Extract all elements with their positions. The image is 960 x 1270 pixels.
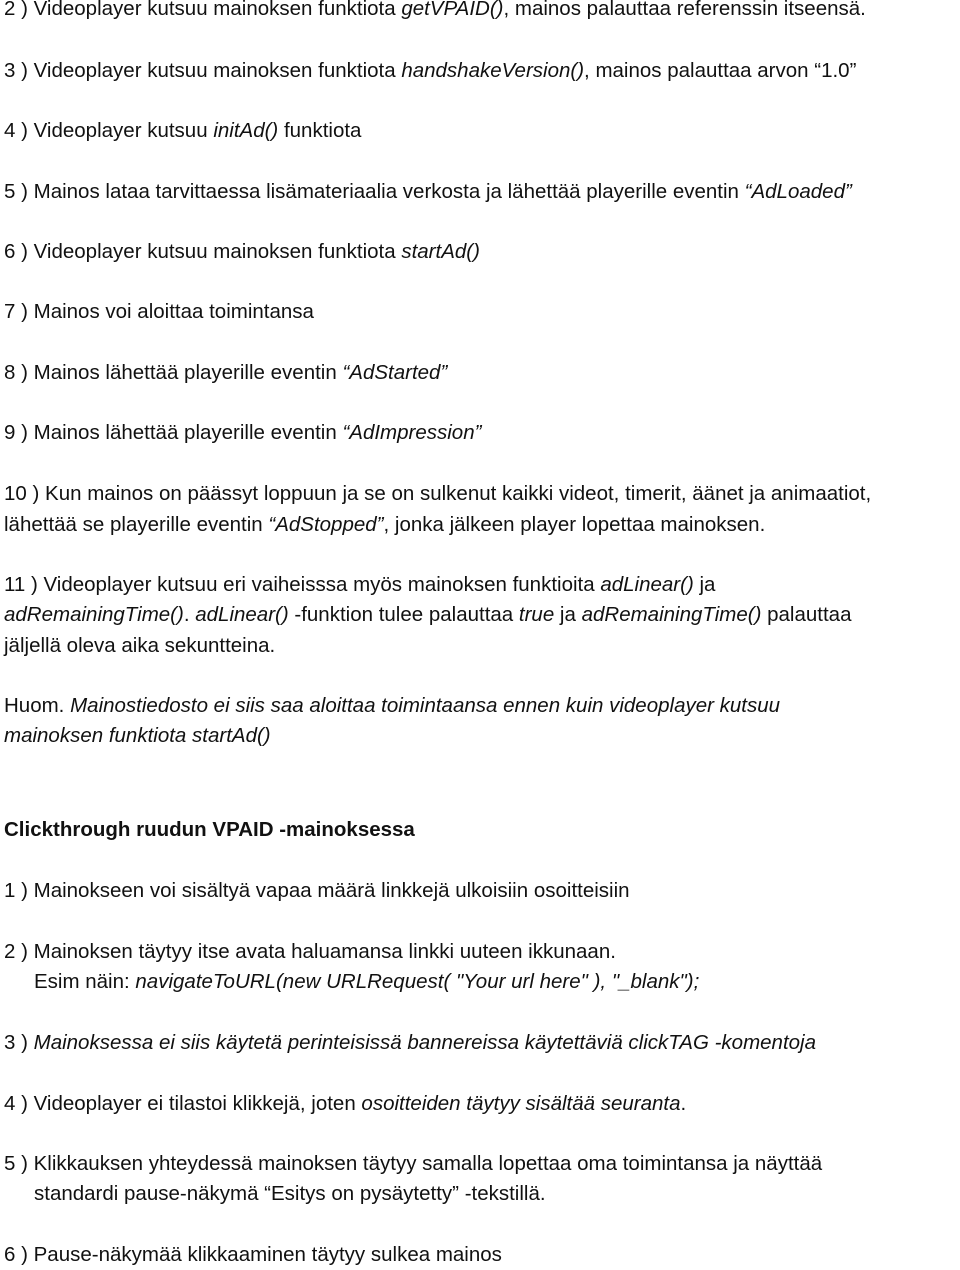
click-step-5-line-1: 5 ) Klikkauksen yhteydessä mainoksen täytyy samalla lopettaa oma toimintansa ja näyttää — [4, 1152, 823, 1175]
function-name: startAd() — [401, 240, 480, 263]
step-text: 3 ) — [4, 1031, 34, 1054]
step-text-italic: Mainoksessa ei siis käytetä perinteisissä bannereissa käytettäviä clickTAG -komentoja — [33, 1031, 816, 1054]
step-text: Esim näin: — [34, 970, 136, 993]
step-text: palauttaa — [761, 603, 852, 626]
step-11-line-1 — [4, 573, 715, 597]
step-text: -funktion tulee palauttaa — [288, 603, 519, 626]
note-label: Huom. — [4, 694, 65, 717]
note-line-2 — [4, 724, 271, 748]
step-text: 8 ) Mainos lähettää playerille eventin — [4, 361, 343, 384]
step-text: 9 ) Mainos lähettää playerille eventin — [4, 421, 343, 444]
step-text: 3 ) Videoplayer kutsuu mainoksen funktiota — [4, 59, 402, 82]
step-text: , mainos palauttaa arvon “1.0” — [584, 59, 857, 82]
step-11-line-3: jäljellä oleva aika sekuntteina. — [4, 634, 276, 657]
step-8 — [4, 361, 447, 385]
function-name: adRemainingTime() — [581, 603, 762, 626]
step-text: ja — [693, 573, 716, 596]
step-text: . — [680, 1092, 687, 1115]
step-9 — [4, 421, 481, 445]
click-step-6: 6 ) Pause-näkymää klikkaaminen täytyy sulkea mainos — [4, 1243, 502, 1266]
function-name: adLinear() — [195, 603, 289, 626]
step-text-italic: osoitteiden täytyy sisältää seuranta — [361, 1092, 681, 1115]
click-step-2-line-2 — [34, 970, 699, 994]
step-text: 2 ) Videoplayer kutsuu mainoksen funktiota — [4, 0, 402, 20]
step-text: ja — [554, 603, 582, 626]
step-text: 4 ) Videoplayer ei tilastoi klikkejä, joten — [4, 1092, 362, 1115]
step-text: 6 ) Videoplayer kutsuu mainoksen funktiota — [4, 240, 402, 263]
click-step-2-line-1: 2 ) Mainoksen täytyy itse avata haluamansa linkki uuteen ikkunaan. — [4, 940, 616, 963]
code-example: navigateToURL(new URLRequest( "Your url here" ), "_blank"); — [135, 970, 700, 993]
step-10-line-2 — [4, 513, 765, 537]
function-name: handshakeVersion() — [401, 59, 585, 82]
function-name: adLinear() — [600, 573, 694, 596]
event-name: “AdStopped” — [268, 513, 384, 536]
click-step-4 — [4, 1092, 686, 1116]
click-step-3 — [4, 1031, 816, 1055]
click-step-5-line-2: standardi pause-näkymä “Esitys on pysäytetty” -tekstillä. — [34, 1182, 546, 1205]
step-6 — [4, 240, 480, 264]
step-11-line-2 — [4, 603, 851, 627]
step-7: 7 ) Mainos voi aloittaa toimintansa — [4, 300, 314, 323]
step-3 — [4, 59, 856, 83]
step-10-line-1: 10 ) Kun mainos on päässyt loppuun ja se on sulkenut kaikki videot, timerit, äänet ja animaatiot, — [4, 482, 872, 505]
click-step-1: 1 ) Mainokseen voi sisältyä vapaa määrä linkkejä ulkoisiin osoitteisiin — [4, 879, 630, 902]
step-4 — [4, 119, 361, 143]
function-name: getVPAID() — [401, 0, 504, 20]
step-text: 5 ) Mainos lataa tarvittaessa lisämateriaalia verkosta ja lähettää playerille eventin — [4, 180, 745, 203]
step-5 — [4, 180, 852, 204]
step-text: , mainos palauttaa referenssin itseensä. — [503, 0, 866, 20]
step-2 — [4, 0, 866, 21]
event-name: “AdLoaded” — [744, 180, 852, 203]
step-text: , jonka jälkeen player lopettaa mainoksen. — [383, 513, 766, 536]
step-text: lähettää se playerille eventin — [4, 513, 269, 536]
section-heading-text: Clickthrough ruudun VPAID -mainoksessa — [4, 818, 415, 841]
function-name: adRemainingTime() — [4, 603, 184, 626]
section-heading — [4, 818, 415, 842]
step-text: funktiota — [278, 119, 362, 142]
note-text: Mainostiedosto ei siis saa aloittaa toimintaansa ennen kuin videoplayer kutsuu — [64, 694, 781, 717]
step-text: . — [183, 603, 196, 626]
keyword-true: true — [518, 603, 555, 626]
step-text: 4 ) Videoplayer kutsuu — [4, 119, 214, 142]
event-name: “AdImpression” — [342, 421, 482, 444]
note-text: mainoksen funktiota startAd() — [4, 724, 271, 747]
event-name: “AdStarted” — [342, 361, 448, 384]
step-text: 11 ) Videoplayer kutsuu eri vaiheisssa myös mainoksen funktioita — [4, 573, 601, 596]
note-line-1 — [4, 694, 780, 718]
function-name: initAd() — [213, 119, 279, 142]
